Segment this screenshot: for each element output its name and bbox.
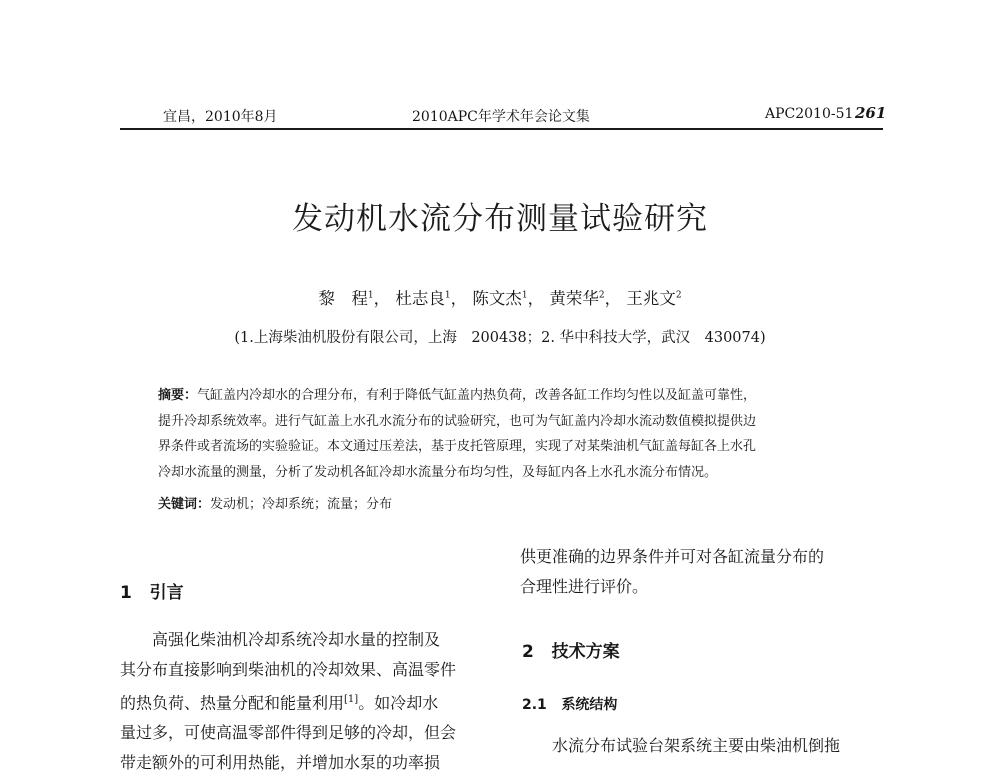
section-1-body	[120, 625, 495, 778]
abstract	[158, 383, 852, 485]
header-paper-id: APC2010-51	[765, 106, 854, 122]
abstract-line: 界条件或者流场的实验验证。本文通过压差法，基于皮托管原理，实现了对某柴油机气缸盖每缸各上水孔	[158, 439, 757, 454]
author-name: 杜志良	[395, 289, 445, 308]
body-line: 其分布直接影响到柴油机的冷却效果、高温零件	[120, 660, 457, 679]
author-affiliation-mark: 1	[521, 290, 528, 301]
keywords-text: 发动机；冷却系统；流量；分布	[210, 497, 393, 512]
abstract-label: 摘要：	[158, 388, 198, 403]
body-line: 供更准确的边界条件并可对各缸流量分布的	[520, 547, 825, 566]
affiliations: (1.上海柴油机股份有限公司，上海 200438；2. 华中科技大学，武汉 430074)	[234, 330, 766, 346]
header-rule	[120, 128, 883, 130]
keywords-label: 关键词：	[158, 497, 211, 512]
body-line: 带走额外的可利用热能，并增加水泵的功率损	[120, 753, 441, 773]
author-affiliation-mark: 1	[367, 290, 374, 301]
section-2-body	[520, 731, 885, 761]
subsection-number: 2.1	[522, 697, 547, 713]
subsection-2-1-heading	[522, 694, 617, 714]
paper-title: 发动机水流分布测量试验研究	[292, 201, 708, 237]
body-line: 高强化柴油机冷却系统冷却水量的控制及	[152, 630, 441, 649]
section-1-heading	[120, 578, 184, 603]
body-line: 水流分布试验台架系统主要由柴油机倒拖	[552, 736, 841, 755]
section-1-number: 1	[120, 583, 132, 603]
header-location-date: 宜昌，2010年8月	[163, 109, 278, 125]
keywords	[158, 493, 392, 512]
section-2-title: 技术方案	[551, 642, 620, 662]
author-name: 陈文杰	[472, 289, 522, 308]
header-page-number: 261	[855, 104, 887, 122]
body-line: 量过多，可使高温零部件得到足够的冷却，但会	[120, 723, 457, 743]
author-affiliation-mark: 2	[675, 290, 682, 301]
author-name: 王兆文	[626, 289, 676, 308]
author-affiliation-mark: 1	[444, 290, 451, 301]
section-1-title: 引言	[149, 583, 184, 603]
body-line: 的热负荷、热量分配和能量利用[1]。如冷却水	[120, 693, 439, 713]
author-list: 黎 程$^1$， 杜志良$^1$， 陈文杰$^1$， 黄荣华$^2$， 王兆文$^2$	[318, 289, 682, 308]
right-column-continuation	[520, 542, 885, 602]
author-name: 黄荣华	[549, 289, 599, 308]
author-affiliation-mark: 2	[598, 290, 605, 301]
abstract-line: 提升冷却系统效率。进行气缸盖上水孔水流分布的试验研究，也可为气缸盖内冷却水流动数值模拟提供边	[158, 413, 757, 429]
section-2-heading	[522, 637, 620, 662]
header-proceedings-title: 2010APC年学术年会论文集	[412, 109, 590, 125]
abstract-line: 气缸盖内冷却水的合理分布，有利于降低气缸盖内热负荷，改善各缸工作均匀性以及缸盖可靠性，	[197, 388, 757, 403]
subsection-title: 系统结构	[561, 697, 618, 713]
author-name: 黎 程	[318, 289, 368, 308]
abstract-line: 冷却水流量的测量，分析了发动机各缸冷却水流量分布均匀性，及每缸内各上水孔水流分布情况。	[158, 464, 718, 480]
body-line: 合理性进行评价。	[520, 577, 649, 596]
citation-mark: [1]	[344, 694, 359, 705]
section-2-number: 2	[522, 642, 534, 662]
